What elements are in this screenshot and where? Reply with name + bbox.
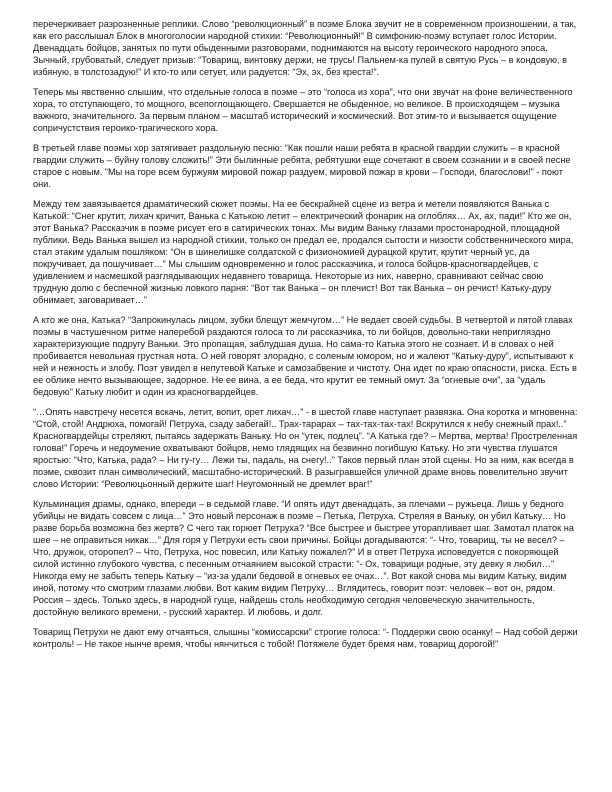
paragraph-4: Между тем завязывается драматический сюжет поэмы. На ее бескрайней сцене из ветра и метели появляются Ванька с Катькой: “Снег крутит, лихач кричит, Ванька с Катькою летит – електрический фонарик на оглоблях… Ах, ах, пади!” Кто же он, этот Ванька? Рассказчик в поэме рисует его в сатирических тонах. Мы видим Ваньку глазами простонародной, площадной публики. Ведь Ванька вышел из народной стихии, только он предал ее, продался сытости и низости собственнического мира, стал этаким удалым пошляком: “Он в шинелишке солдатской с физиономией дурацкой крутит, крутит черный ус, да покручивает, да пошучивает…” Мы слышим одновременно и голос рассказчика, и голоса бойцов-красногвардейцев, с удивлением и насмешкой разглядывающих недавнего товарища. Некоторые из них, наверно, сравнивают сейчас свою трудную долю с беспечной жизнью ловкого парня: “Вот так Ванька – он плечист! Вот так Ванька – он речист! Катьку-дуру обнимает, заговаривает…”: [33, 199, 574, 305]
paragraph-1: перечеркивает разрозненные реплики. Слово “революционный” в поэме Блока звучит не в современном произношении, а так, как его расслышал Блок в многоголосии народной стихии: “Революционный!” В симфонию-поэму вступает голос Истории. Двенадцать бойцов, занятых по пути обыденными разговорами, поднимаются на высоту героического народного эпоса. Зычный, грубоватый, следует призыв: “Товарищ, винтовку держи, не трусь! Пальнем-ка пулей в святую Русь – в кондовую, в избяную, в толстозадую!” И кто-то или сетует, или радуется: “Эх, эх, без креста!”.: [33, 19, 577, 77]
paragraph-2: Теперь мы явственно слышим, что отдельные голоса в поэме – это “голоса из хора”, что они звучат на фоне величественного хора, то отступающего, то мощного, всепоглощающего. Свершается не обыденное, но великое. В происходящем – музыка важного, значительного. За первым планом – масштаб исторический и космический. Вот этим-то и вызывается ощущение сопричустствия героико-трагического хора.: [33, 87, 573, 133]
paragraph-5: А кто же она, Катька? “Запрокинулась лицом, зубки блещут жемчугом…” Не ведает своей судьбы. В четвертой и пятой главах поэмы в частушечном ритме наперебой раздаются голоса то ли рассказчика, то ли бойцов, довольно-таки непригляздно характеризующие подругу Ваньки. Это пропащая, заблудшая душа. Но сама-то Катька этого не сознает. И в словах о ней пробивается невольная грустная нота. О ней говорят злорадно, с соленым юмором, но и жалеют “Катьку-дуру”, испытывают к ней и нежность и злобу. Поэт увидел в непутевой Катьке и самозабвение и чистоту. Она идет по краю опасности, риска. Есть в ее облике нечто вызывающее, задорное. Не ее вина, а ее беда, что крутит ее темный омут. За “огневые очи”, за “удаль бедовую” Катьку любит и один из красногвардейцев.: [33, 315, 577, 397]
paragraph-3: В третьей главе поэмы хор затягивает раздольную песню: “Как пошли наши ребята в красной гвардии служить – в красной гвардии служить – буйну голову сложить!” Эти былинные ребята, ребятушки еще сочетают в своем сознании и в своей песне старое с новым. “Мы на горе всем буржуям мировой пожар раздуем, мировой пожар в крови – Господи, благослови!” - поют они.: [33, 143, 571, 189]
paragraph-8: Товарищ Петрухи не дают ему отчаяться, слышны “комиссарски” строгие голоса: “- Поддержи свою осанку! – Над собой держи контроль! – Не такое нынче время, чтобы нянчиться с тобой! Потяжеле будет бремя нам, товарищ дорогой!”: [33, 627, 578, 649]
paragraph-7: Кульминация драмы, однако, впереди – в седьмой главе. “И опять идут двенадцать, за плечами – ружьеца. Лишь у бедного убийцы не видать совсем с лица…” Это новый персонаж в поэме – Петька, Петруха. Стреляя в Ваньку, он убил Катьку… Но разве борьба возможна без жертв? С чего так горюет Петруха? “Все быстрее и быстрее уторапливает шаг. Замотал платок на шее – не оправиться никак…” Для горя у Петрухи есть свои причины. Бойцы догадываются: “- Что, товарищ, ты не весел? – Что, дружок, оторопел? – Что, Петруха, нос повесил, или Катьку пожалел?” И в ответ Петруха исповедуется с покоряющей силой истинно глубокого чувства, с песенным отчаянием высокой страсти: “- Ох, товарищи родные, эту девку я любил…” Никогда ему не забыть теперь Катьку – “из-за удали бедовой в огневых ее очах…”. Вот какой снова мы видим Катьку, видим иной, потому что смотрим глазами любви. Вот каким видим Петруху… Вглядитесь, говорит поэт: человек – вот он, рядом. Россия – здесь. Только здесь, в народной гуще, найдешь столь необходимую сегодня человеческую значительность, достойную великого времени, - русский характер. И любовь, и долг.: [33, 499, 574, 617]
paragraph-6: “…Опять навстречу несется вскачь, летит, вопит, орет лихач…” - в шестой главе наступает развязка. Она коротка и мгновенна: “Стой, стой! Андрюха, помогай! Петруха, сзаду забегай!.. Трах-тарарах – тах-тах-тах-тах! Вскрутился к небу снежный прах!..” Красногвардейцы стреляют, пытаясь задержать Ваньку. Но он “утек, подлец”. “А Катька где? – Мертва, мертва! Простреленная голова!” Горечь и недоумение охватывают бойцов, немо глядящих на безвинно погибшую Катьку. Но эти чувства глушатся яростью: “Что, Катька, рада? – Ни гу-гу… Лежи ты, падаль, на снегу!..” Таков первый план этой сцены. Но за ним, как всегда в поэме, сквозит план символический, масштабно-исторический. В разыгравшейся уличной драме вновь повелительно звучит слово Истории: “Революцьонный держите шаг! Неугомонный не дремлет враг!”: [33, 407, 578, 489]
document-page: [33, 18, 580, 658]
